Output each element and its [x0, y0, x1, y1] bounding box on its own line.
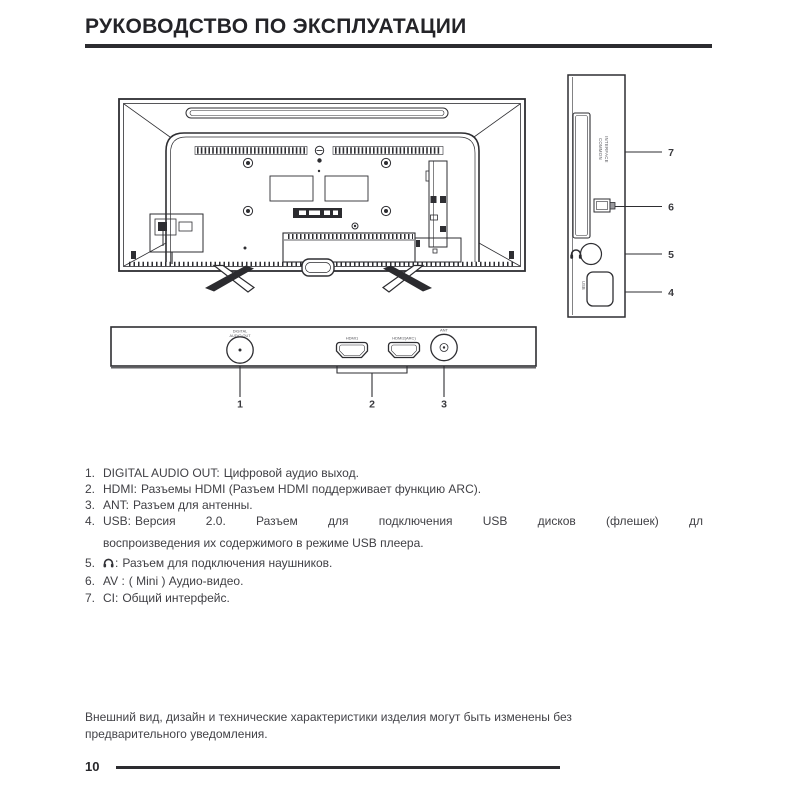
ci-slot-label: COMMON [598, 138, 603, 160]
digital-audio-out-label: DIGITAL [232, 329, 248, 334]
hdmi1-label: HDMI1 [345, 335, 359, 341]
headphones-icon [570, 250, 581, 259]
antenna-label: ANT [440, 327, 448, 333]
tv-stand-left [205, 266, 254, 293]
ci-slot-label: INTERFACE [604, 136, 609, 163]
usb-port [587, 272, 613, 306]
footer-rule [116, 766, 560, 769]
side-ports-column [426, 161, 447, 247]
antenna-port [431, 334, 457, 360]
hdmi2-arc-label: HDMI2(ARC) [392, 335, 416, 341]
ports-diagram [80, 60, 740, 420]
item-number: 7. [85, 591, 96, 605]
list-item-usb [85, 514, 703, 550]
callout-number-6: 6 [668, 201, 674, 214]
list-item-headphones [85, 556, 703, 570]
item-term: DIGITAL AUDIO OUT: [103, 466, 220, 480]
item-term: : [115, 556, 119, 570]
item-desc: ( Mini ) Аудио-видео. [128, 573, 244, 588]
item-term: AV : [103, 573, 125, 588]
item-number: 2. [85, 482, 96, 496]
rating-label-left [270, 176, 313, 201]
item-desc: Разъемы HDMI (Разъем HDMI поддерживает функцию ARC). [141, 482, 482, 496]
hdmi1-port [337, 343, 368, 358]
callout-number-2: 2 [369, 398, 375, 411]
disclaimer-note [85, 709, 707, 742]
item-desc: Версия 2.0. Разъем для подключения USB дисков (флешек) дл [135, 514, 703, 528]
item-number: 4. [85, 514, 96, 528]
item-number: 6. [85, 573, 96, 588]
usb-port-label: USB [581, 281, 586, 290]
headphones-icon [103, 557, 114, 568]
page-title: РУКОВОДСТВО ПО ЭКСПЛУАТАЦИИ [85, 15, 467, 38]
title-underline [85, 44, 712, 48]
item-desc: Общий интерфейс. [122, 591, 230, 605]
bottom-callout-lines [240, 366, 444, 397]
list-item-digital-audio [85, 466, 703, 480]
ports-description-list [85, 466, 703, 607]
mini-av-port [594, 199, 615, 212]
bottom-panel-diagram [111, 327, 536, 411]
rating-label-right [325, 176, 368, 201]
item-desc-continued: воспроизведения их содержимого в режиме USB плеера. [103, 536, 424, 550]
item-desc: Разъем для подключения наушников. [122, 556, 333, 570]
rear-ports-strip [293, 208, 342, 218]
ci-slot [573, 113, 590, 238]
list-item-av [85, 574, 703, 588]
callout-number-5: 5 [668, 249, 674, 261]
digital-audio-out-port [227, 337, 253, 363]
side-panel-diagram [568, 75, 674, 317]
item-desc: Цифровой аудио выход. [223, 466, 359, 480]
handle-recess [302, 259, 334, 276]
disclaimer-line: Внешний вид, дизайн и технические характеристики изделия могут быть изменены без [85, 710, 572, 724]
disclaimer-line: предварительного уведомления. [85, 726, 268, 741]
item-number: 1. [85, 466, 96, 480]
headphone-jack [570, 244, 601, 265]
item-desc: Разъем для антенны. [133, 498, 253, 512]
item-term: HDMI: [103, 482, 137, 496]
callout-number-3: 3 [441, 398, 447, 411]
callout-number-4: 4 [668, 287, 674, 299]
tv-stand-right [383, 266, 432, 293]
item-number: 5. [85, 556, 96, 570]
digital-audio-out-label: AUDIO OUT [229, 334, 251, 338]
tv-back-diagram [119, 99, 525, 292]
right-bottom-box [415, 238, 461, 262]
list-item-ci [85, 591, 703, 605]
power-inlet-box [150, 214, 203, 264]
hdmi2-arc-port [389, 343, 420, 358]
callout-number-1: 1 [237, 398, 243, 411]
item-term: ANT: [103, 498, 130, 512]
item-number: 3. [85, 498, 96, 512]
page-number: 10 [85, 759, 100, 774]
callout-number-7: 7 [668, 147, 674, 159]
list-item-hdmi [85, 482, 703, 496]
item-term: CI: [103, 591, 119, 605]
item-term: USB: [103, 514, 132, 528]
list-item-ant [85, 498, 703, 512]
side-callout-lines [615, 152, 662, 292]
